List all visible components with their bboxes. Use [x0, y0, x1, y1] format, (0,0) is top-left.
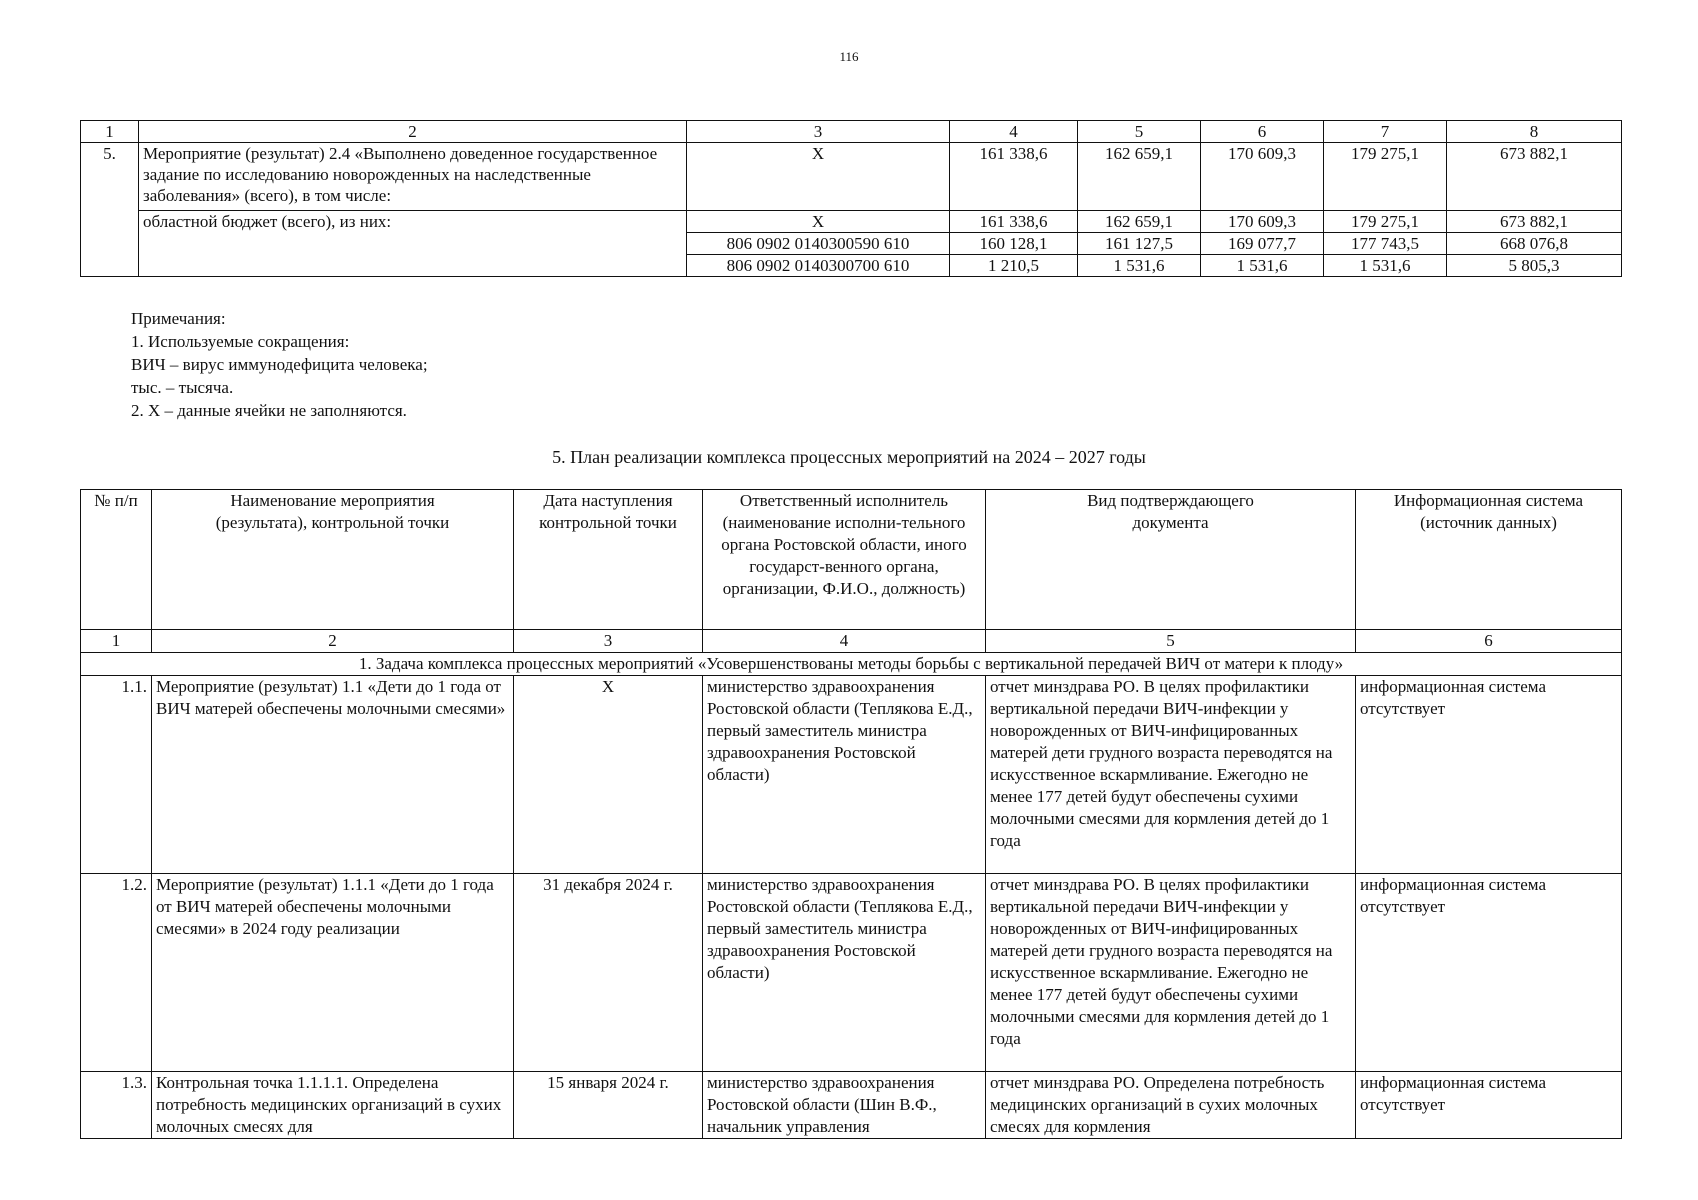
notes-heading: Примечания: — [131, 309, 226, 328]
plan-row-system: информационная система отсутствует — [1356, 676, 1622, 874]
plan-row-name: Контрольная точка 1.1.1.1. Определена потребность медицинских организаций в сухих молочных смесях для — [152, 1072, 514, 1139]
plan-col-numbers-row — [81, 630, 1622, 653]
budget-value: 1 531,6 — [1078, 255, 1201, 277]
budget-value: 161 338,6 — [950, 143, 1078, 211]
notes — [131, 307, 428, 422]
plan-col-number: 5 — [986, 630, 1356, 653]
budget-value: 5 805,3 — [1447, 255, 1622, 277]
budget-value: 1 210,5 — [950, 255, 1078, 277]
budget-value: 1 531,6 — [1324, 255, 1447, 277]
budget-value: 179 275,1 — [1324, 143, 1447, 211]
header-executor: Ответственный исполнитель (наименование исполни-тельного органа Ростовской области, иного государст-венного органа, организации, Ф.И.О., должность) — [703, 490, 986, 630]
budget-regional-row — [81, 211, 1622, 233]
plan-col-number: 1 — [81, 630, 152, 653]
budget-col-number: 3 — [687, 121, 950, 143]
plan-row-date: X — [514, 676, 703, 874]
plan-row-number: 1.3. — [81, 1072, 152, 1139]
budget-regional-row-code: X — [687, 211, 950, 233]
budget-table — [80, 120, 1622, 277]
budget-value: 162 659,1 — [1078, 143, 1201, 211]
notes-line: тыс. – тысяча. — [131, 378, 234, 397]
plan-row-date: 31 декабря 2024 г. — [514, 874, 703, 1072]
budget-row-number: 5. — [81, 143, 139, 277]
plan-col-number: 6 — [1356, 630, 1622, 653]
plan-table — [80, 489, 1622, 1139]
budget-value: 1 531,6 — [1201, 255, 1324, 277]
plan-row-name: Мероприятие (результат) 1.1 «Дети до 1 года от ВИЧ матерей обеспечены молочными смесями» — [152, 676, 514, 874]
notes-line: 1. Используемые сокращения: — [131, 332, 350, 351]
plan-row-document: отчет минздрава РО. В целях профилактики вертикальной передачи ВИЧ-инфекции у новорожденных от ВИЧ-инфицированных матерей дети грудного возраста переводятся на искусственное вскармливание. Ежегодно не менее 177 детей будут обеспечены сухими молочными смесями для кормления детей до 1 года — [986, 874, 1356, 1072]
header-system: Информационная система (источник данных) — [1356, 490, 1622, 630]
page-number: 116 — [839, 49, 859, 64]
plan-row — [81, 1072, 1622, 1139]
budget-col-numbers-row — [81, 121, 1622, 143]
notes-line: 2. X – данные ячейки не заполняются. — [131, 401, 407, 420]
budget-col-number: 4 — [950, 121, 1078, 143]
plan-row-executor: министерство здравоохранения Ростовской области (Теплякова Е.Д., первый заместитель министра здравоохранения Ростовской области) — [703, 676, 986, 874]
budget-value: 161 338,6 — [950, 211, 1078, 233]
plan-col-number: 3 — [514, 630, 703, 653]
plan-row-date: 15 января 2024 г. — [514, 1072, 703, 1139]
budget-main-row — [81, 143, 1622, 211]
budget-main-row-code: X — [687, 143, 950, 211]
task-title: 1. Задача комплекса процессных мероприятий «Усовершенствованы методы борьбы с вертикальной передачей ВИЧ от матери к плоду» — [81, 653, 1622, 676]
notes-line: ВИЧ – вирус иммунодефицита человека; — [131, 355, 428, 374]
budget-sub-row-code: 806 0902 0140300590 610 — [687, 233, 950, 255]
plan-row-document: отчет минздрава РО. Определена потребность медицинских организаций в сухих молочных смесях для кормления — [986, 1072, 1356, 1139]
budget-value: 160 128,1 — [950, 233, 1078, 255]
budget-value: 162 659,1 — [1078, 211, 1201, 233]
budget-col-number: 2 — [139, 121, 687, 143]
header-name: Наименование мероприятия (результата), контрольной точки — [152, 490, 514, 630]
budget-value: 177 743,5 — [1324, 233, 1447, 255]
plan-row-executor: министерство здравоохранения Ростовской области (Шин В.Ф., начальник управления — [703, 1072, 986, 1139]
header-date: Дата наступления контрольной точки — [514, 490, 703, 630]
plan-row — [81, 676, 1622, 874]
budget-value: 170 609,3 — [1201, 143, 1324, 211]
plan-row-executor: министерство здравоохранения Ростовской области (Теплякова Е.Д., первый заместитель министра здравоохранения Ростовской области) — [703, 874, 986, 1072]
plan-header-row — [81, 490, 1622, 630]
plan-row — [81, 874, 1622, 1072]
plan-col-number: 2 — [152, 630, 514, 653]
plan-row-system: информационная система отсутствует — [1356, 1072, 1622, 1139]
budget-value: 161 127,5 — [1078, 233, 1201, 255]
plan-row-document: отчет минздрава РО. В целях профилактики вертикальной передачи ВИЧ-инфекции у новорожденных от ВИЧ-инфицированных матерей дети грудного возраста переводятся на искусственное вскармливание. Ежегодно не менее 177 детей будут обеспечены сухими молочными смесями для кормления детей до 1 года — [986, 676, 1356, 874]
section-title: 5. План реализации комплекса процессных мероприятий на 2024 – 2027 годы — [552, 447, 1146, 467]
budget-sub-row-code: 806 0902 0140300700 610 — [687, 255, 950, 277]
budget-col-number: 5 — [1078, 121, 1201, 143]
plan-row-number: 1.2. — [81, 874, 152, 1072]
plan-col-number: 4 — [703, 630, 986, 653]
budget-col-number: 1 — [81, 121, 139, 143]
budget-value: 179 275,1 — [1324, 211, 1447, 233]
plan-row-number: 1.1. — [81, 676, 152, 874]
plan-row-system: информационная система отсутствует — [1356, 874, 1622, 1072]
budget-value: 169 077,7 — [1201, 233, 1324, 255]
budget-regional-row-name: областной бюджет (всего), из них: — [139, 211, 687, 277]
budget-value: 170 609,3 — [1201, 211, 1324, 233]
budget-value: 668 076,8 — [1447, 233, 1622, 255]
budget-value: 673 882,1 — [1447, 143, 1622, 211]
budget-col-number: 6 — [1201, 121, 1324, 143]
header-document: Вид подтверждающего документа — [986, 490, 1356, 630]
budget-col-number: 8 — [1447, 121, 1622, 143]
plan-row-name: Мероприятие (результат) 1.1.1 «Дети до 1 года от ВИЧ матерей обеспечены молочными смесями» в 2024 году реализации — [152, 874, 514, 1072]
task-row — [81, 653, 1622, 676]
budget-value: 673 882,1 — [1447, 211, 1622, 233]
header-number: № п/п — [81, 490, 152, 630]
budget-col-number: 7 — [1324, 121, 1447, 143]
budget-main-row-name: Мероприятие (результат) 2.4 «Выполнено доведенное государственное задание по исследованию новорожденных на наследственные заболевания» (всего), в том числе: — [139, 143, 687, 211]
